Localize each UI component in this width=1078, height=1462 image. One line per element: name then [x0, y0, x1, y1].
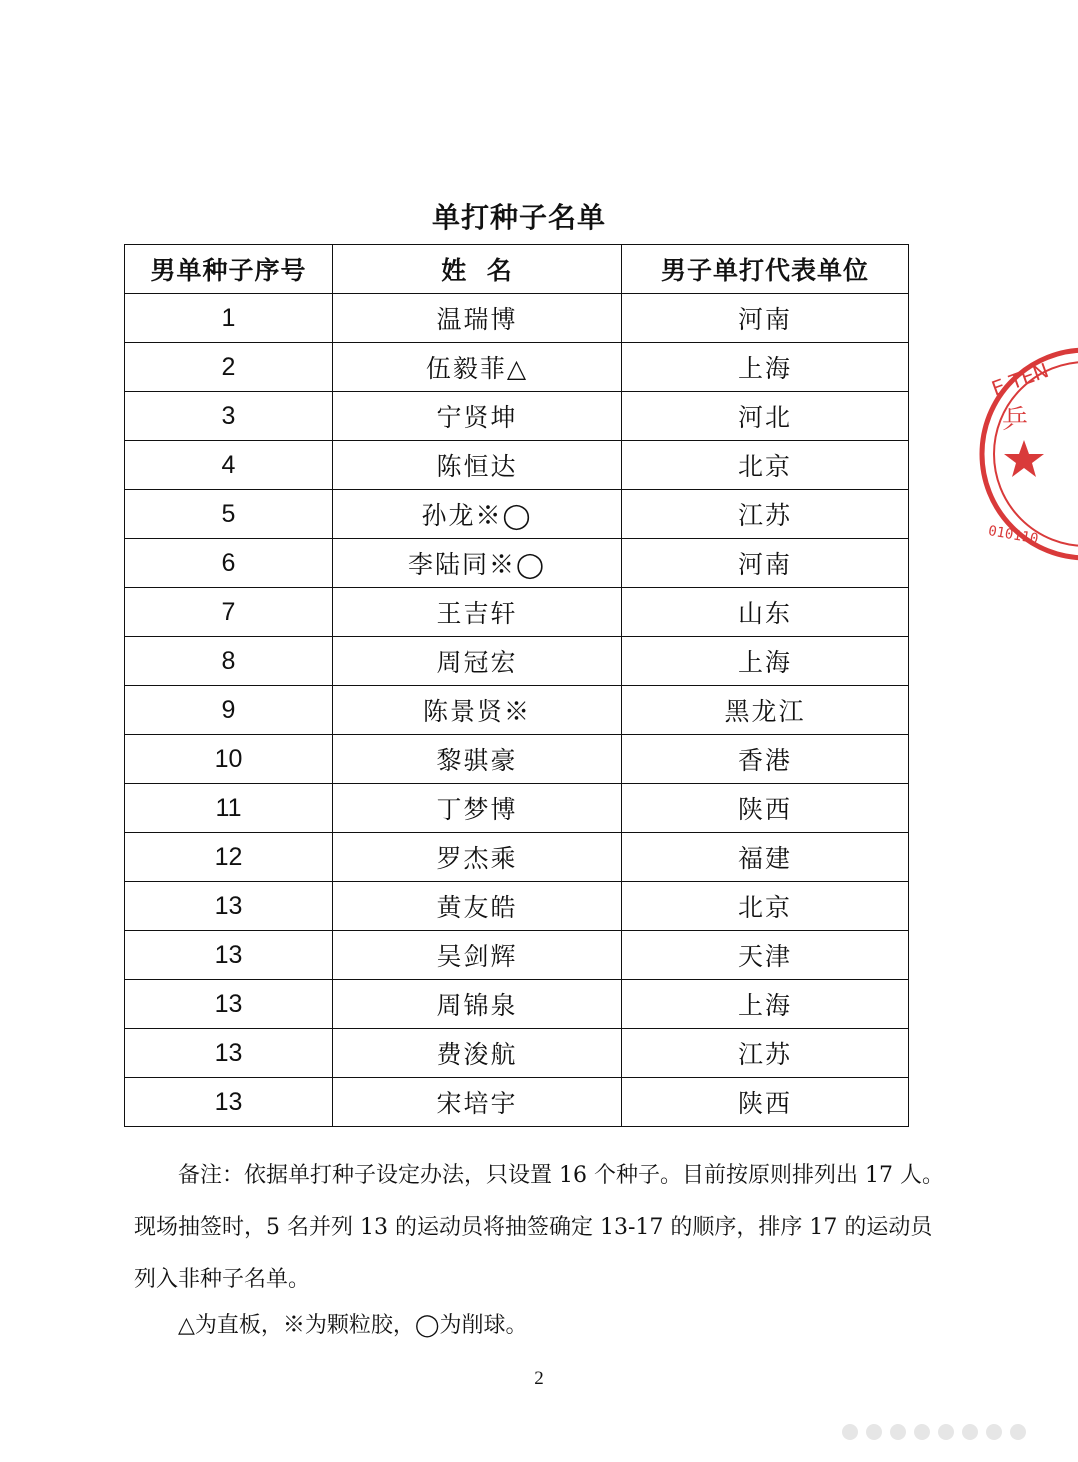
seed-number-cell: 11 — [125, 784, 333, 833]
seed-number-cell: 7 — [125, 588, 333, 637]
seed-number-cell: 13 — [125, 1078, 333, 1127]
player-name-cell: 陈恒达 — [333, 441, 622, 490]
player-name-cell: 罗杰乘 — [333, 833, 622, 882]
seed-number-cell: 1 — [125, 294, 333, 343]
player-name-cell: 宁贤坤 — [333, 392, 622, 441]
seed-number-cell: 3 — [125, 392, 333, 441]
table-row — [125, 588, 909, 637]
table-row — [125, 931, 909, 980]
watermark-dots — [838, 1420, 1038, 1444]
table-row — [125, 343, 909, 392]
unit-cell: 江苏 — [622, 1029, 909, 1078]
svg-text:E TEN: E TEN — [988, 357, 1052, 401]
unit-cell: 黑龙江 — [622, 686, 909, 735]
notes-paragraph — [134, 1150, 944, 1306]
table-row — [125, 441, 909, 490]
table-row — [125, 539, 909, 588]
page-number: 2 — [534, 1368, 544, 1389]
seed-number-cell: 9 — [125, 686, 333, 735]
header-name: 姓 名 — [333, 245, 622, 294]
unit-cell: 陕西 — [622, 784, 909, 833]
player-name-cell: 吴剑辉 — [333, 931, 622, 980]
seed-number-cell: 6 — [125, 539, 333, 588]
table-row — [125, 294, 909, 343]
player-name-cell: 王吉轩 — [333, 588, 622, 637]
unit-cell: 山东 — [622, 588, 909, 637]
seed-number-cell: 13 — [125, 980, 333, 1029]
table-row — [125, 1078, 909, 1127]
seed-table — [124, 244, 909, 1127]
seed-number-cell: 13 — [125, 882, 333, 931]
table-row — [125, 1029, 909, 1078]
unit-cell: 福建 — [622, 833, 909, 882]
unit-cell: 河南 — [622, 539, 909, 588]
unit-cell: 陕西 — [622, 1078, 909, 1127]
seed-number-cell: 13 — [125, 1029, 333, 1078]
seal-stamp-icon — [976, 344, 1056, 564]
notes-text: 备注：依据单打种子设定办法，只设置 16 个种子。目前按原则排列出 17 人。现场抽签时，5 名并列 13 的运动员将抽签确定 13-17 的顺序，排序 17 的运动员列入非种子名单。 — [134, 1163, 944, 1292]
player-name-cell: 孙龙※◯ — [333, 490, 622, 539]
official-seal — [976, 344, 1056, 564]
unit-cell: 江苏 — [622, 490, 909, 539]
unit-cell: 北京 — [622, 441, 909, 490]
document-title: 单打种子名单 — [431, 201, 606, 234]
table-header-row — [125, 245, 909, 294]
legend-line: △为直板，※为颗粒胶，◯为削球。 — [178, 1313, 528, 1338]
player-name-cell: 周冠宏 — [333, 637, 622, 686]
svg-text:乒: 乒 — [1002, 405, 1029, 435]
unit-cell: 北京 — [622, 882, 909, 931]
unit-cell: 河北 — [622, 392, 909, 441]
seed-number-cell: 10 — [125, 735, 333, 784]
svg-text:010110: 010110 — [986, 522, 1040, 548]
player-name-cell: 周锦泉 — [333, 980, 622, 1029]
seed-number-cell: 13 — [125, 931, 333, 980]
table-row — [125, 882, 909, 931]
player-name-cell: 黎骐豪 — [333, 735, 622, 784]
player-name-cell: 陈景贤※ — [333, 686, 622, 735]
table-row — [125, 735, 909, 784]
seed-number-cell: 12 — [125, 833, 333, 882]
table-row — [125, 392, 909, 441]
player-name-cell: 费浚航 — [333, 1029, 622, 1078]
unit-cell: 上海 — [622, 980, 909, 1029]
table-row — [125, 980, 909, 1029]
seed-number-cell: 4 — [125, 441, 333, 490]
unit-cell: 天津 — [622, 931, 909, 980]
player-name-cell: 伍毅菲△ — [333, 343, 622, 392]
table-row — [125, 637, 909, 686]
table-row — [125, 490, 909, 539]
unit-cell: 河南 — [622, 294, 909, 343]
player-name-cell: 宋培宇 — [333, 1078, 622, 1127]
player-name-cell: 温瑞博 — [333, 294, 622, 343]
player-name-cell: 黄友皓 — [333, 882, 622, 931]
unit-cell: 香港 — [622, 735, 909, 784]
table-row — [125, 833, 909, 882]
seed-number-cell: 8 — [125, 637, 333, 686]
unit-cell: 上海 — [622, 343, 909, 392]
table-row — [125, 686, 909, 735]
player-name-cell: 李陆同※◯ — [333, 539, 622, 588]
seed-number-cell: 2 — [125, 343, 333, 392]
unit-cell: 上海 — [622, 637, 909, 686]
header-seed-number: 男单种子序号 — [125, 245, 333, 294]
seed-number-cell: 5 — [125, 490, 333, 539]
player-name-cell: 丁梦博 — [333, 784, 622, 833]
header-unit: 男子单打代表单位 — [622, 245, 909, 294]
table-row — [125, 784, 909, 833]
